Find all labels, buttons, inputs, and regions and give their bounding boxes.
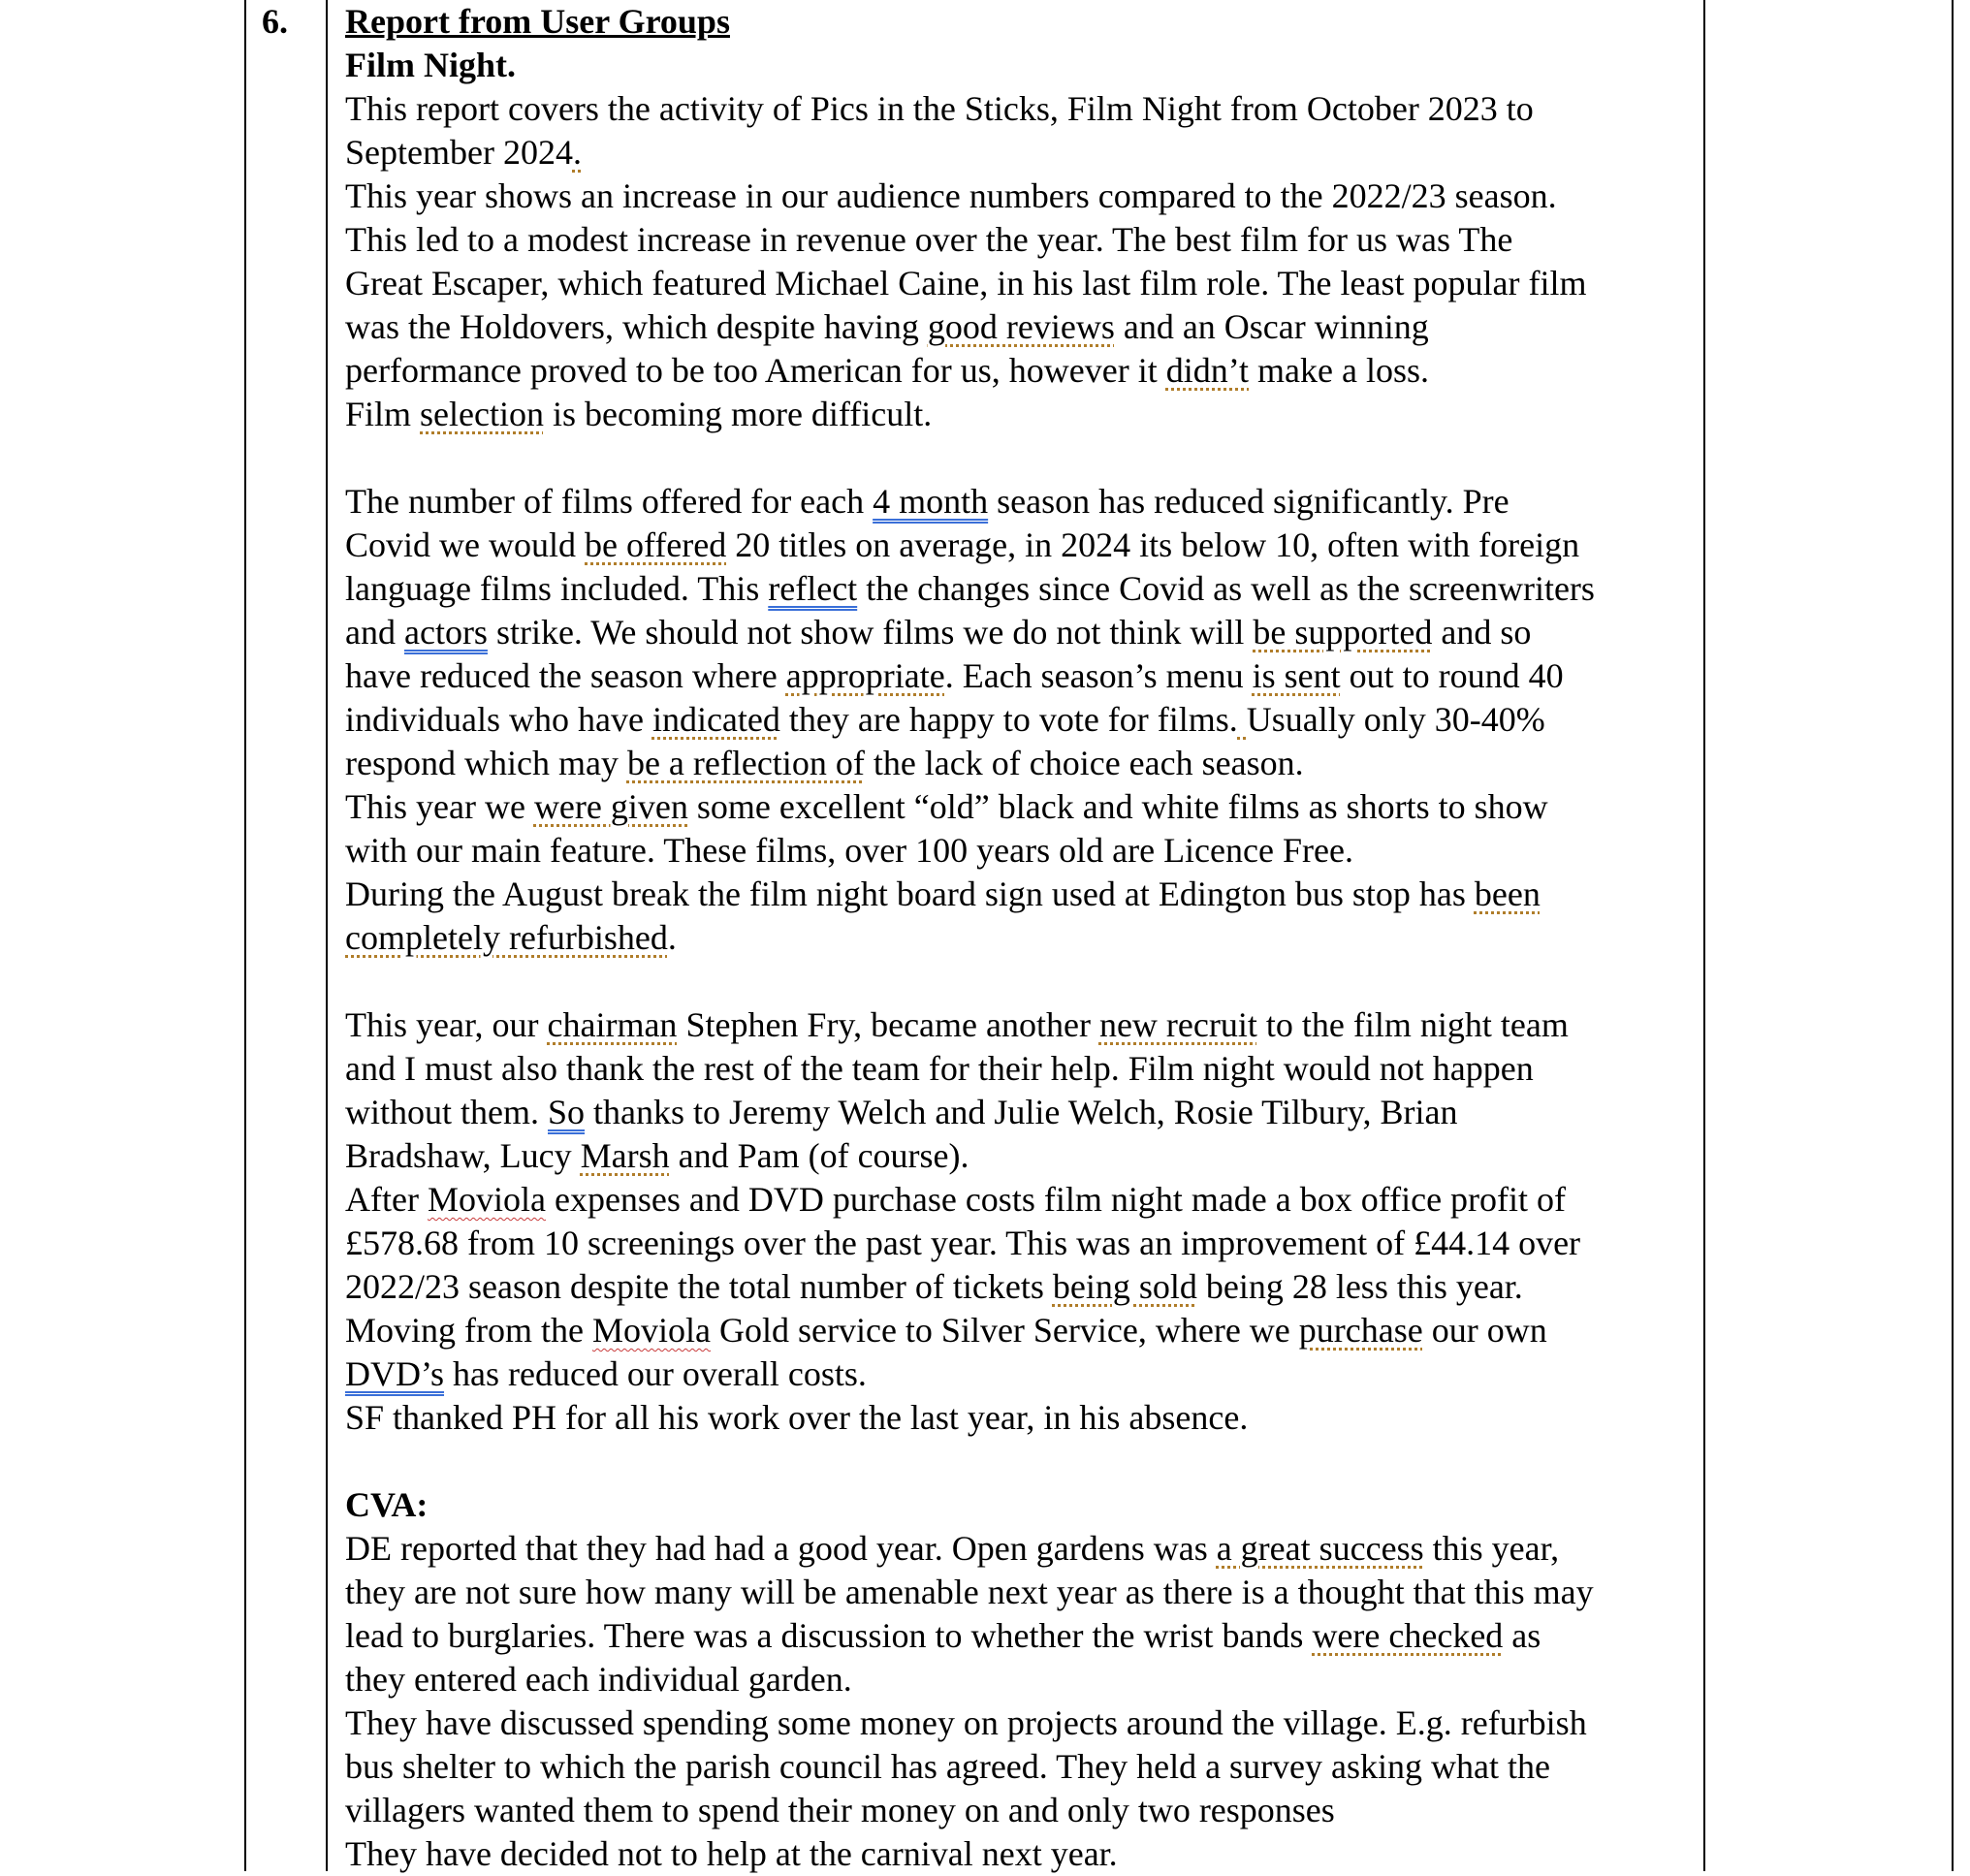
format-mark: 4 month xyxy=(873,482,989,521)
format-mark: actors xyxy=(403,613,488,652)
grammar-mark: chairman xyxy=(547,1005,678,1044)
grammar-mark: were given xyxy=(533,787,688,826)
section-heading: Report from User Groups xyxy=(345,2,730,41)
text-line: respond which may be a reflection of the lack of choice each season. xyxy=(345,744,1304,782)
paragraph-gap xyxy=(345,1440,1702,1483)
grammar-mark: be supported xyxy=(1253,613,1433,652)
table-border-right xyxy=(1703,0,1705,1871)
text-line: SF thanked PH for all his work over the last year, in his absence. xyxy=(345,1398,1249,1437)
text-line: September 2024. xyxy=(345,133,582,172)
grammar-mark: purchase xyxy=(1298,1311,1423,1350)
text-line: DE reported that they had had a good year. Open gardens was a great success this year, xyxy=(345,1529,1560,1568)
grammar-mark: . xyxy=(572,133,582,172)
spelling-mark: Moviola xyxy=(591,1311,711,1350)
text-line: they entered each individual garden. xyxy=(345,1660,852,1699)
film-night-report xyxy=(345,87,1702,1440)
grammar-mark: being sold xyxy=(1052,1267,1197,1306)
text-line: They have discussed spending some money on projects around the village. E.g. refurbish xyxy=(345,1703,1587,1742)
text-line: This led to a modest increase in revenue over the year. The best film for us was The xyxy=(345,220,1513,259)
text-line: This year, our chairman Stephen Fry, became another new recruit to the film night team xyxy=(345,1005,1569,1044)
grammar-mark: good reviews xyxy=(927,307,1115,346)
grammar-mark: didn’t xyxy=(1165,351,1250,390)
page-edge-line xyxy=(1952,0,1954,1871)
format-mark: reflect xyxy=(768,569,858,608)
grammar-mark: be offered xyxy=(585,525,727,564)
cva-report xyxy=(345,1483,1702,1876)
format-mark: DVD’s xyxy=(345,1354,445,1393)
grammar-mark xyxy=(1238,700,1247,739)
grammar-mark: completely refurbished xyxy=(345,918,668,957)
text-line: 2022/23 season despite the total number of tickets being sold being 28 less this year. xyxy=(345,1267,1523,1306)
format-mark: So xyxy=(548,1093,586,1131)
item-number: 6. xyxy=(262,2,288,41)
text-line: and actors strike. We should not show films we do not think will be supported and so xyxy=(345,613,1532,652)
text-line: lead to burglaries. There was a discussion to whether the wrist bands were checked as xyxy=(345,1616,1541,1655)
text-line: This year we were given some excellent “old” black and white films as shorts to show xyxy=(345,787,1548,826)
text-line: without them. So thanks to Jeremy Welch and Julie Welch, Rosie Tilbury, Brian xyxy=(345,1093,1458,1131)
text-line: £578.68 from 10 screenings over the past year. This was an improvement of £44.14 over xyxy=(345,1224,1581,1262)
text-line: Covid we would be offered 20 titles on average, in 2024 its below 10, often with foreign xyxy=(345,525,1580,564)
text-line: completely refurbished. xyxy=(345,918,677,957)
cva-title: CVA: xyxy=(345,1485,429,1524)
text-line: This report covers the activity of Pics in the Sticks, Film Night from October 2023 to xyxy=(345,89,1534,128)
table-border-left xyxy=(244,0,246,1871)
film-night-title: Film Night. xyxy=(345,46,516,84)
table-column-divider xyxy=(326,0,328,1871)
text-line: they are not sure how many will be amenable next year as there is a thought that this may xyxy=(345,1573,1594,1611)
text-line: Bradshaw, Lucy Marsh and Pam (of course). xyxy=(345,1136,969,1175)
grammar-mark: Marsh xyxy=(580,1136,670,1175)
grammar-mark: indicated xyxy=(651,700,780,739)
text-line: Moving from the Moviola Gold service to Silver Service, where we purchase our own xyxy=(345,1311,1547,1350)
paragraph-gap xyxy=(345,436,1702,480)
text-line: bus shelter to which the parish council has agreed. They held a survey asking what the xyxy=(345,1747,1550,1786)
text-line: After Moviola expenses and DVD purchase costs film night made a box office profit of xyxy=(345,1180,1567,1219)
text-line: The number of films offered for each 4 month season has reduced significantly. Pre xyxy=(345,482,1509,521)
grammar-mark: be a reflection of xyxy=(626,744,865,782)
grammar-mark: new recruit xyxy=(1098,1005,1257,1044)
text-line: and I must also thank the rest of the team for their help. Film night would not happen xyxy=(345,1049,1534,1088)
grammar-mark: a great success xyxy=(1216,1529,1424,1568)
text-line: was the Holdovers, which despite having good reviews and an Oscar winning xyxy=(345,307,1429,346)
grammar-mark: were checked xyxy=(1312,1616,1504,1655)
paragraph-gap xyxy=(345,960,1702,1003)
text-line: Film selection is becoming more difficult. xyxy=(345,395,933,433)
text-line: individuals who have indicated they are happy to vote for films. Usually only 30-40% xyxy=(345,700,1545,739)
text-line: villagers wanted them to spend their money on and only two responses xyxy=(345,1791,1335,1829)
text-line: have reduced the season where appropriate. Each season’s menu is sent out to round 40 xyxy=(345,656,1564,695)
grammar-mark: been xyxy=(1474,874,1541,913)
minutes-item-content xyxy=(345,0,1702,1876)
text-line: with our main feature. These films, over 100 years old are Licence Free. xyxy=(345,831,1353,870)
spelling-mark: Moviola xyxy=(427,1180,546,1219)
text-line: During the August break the film night board sign used at Edington bus stop has been xyxy=(345,874,1541,913)
text-line: They have decided not to help at the carnival next year. xyxy=(345,1834,1118,1873)
grammar-mark: appropriate xyxy=(785,656,945,695)
text-line: performance proved to be too American for us, however it didn’t make a loss. xyxy=(345,351,1430,390)
text-line: This year shows an increase in our audience numbers compared to the 2022/23 season. xyxy=(345,176,1557,215)
text-line: DVD’s has reduced our overall costs. xyxy=(345,1354,867,1393)
text-line: Great Escaper, which featured Michael Caine, in his last film role. The least popular film xyxy=(345,264,1587,302)
text-line: language films included. This reflect the changes since Covid as well as the screenwriters xyxy=(345,569,1595,608)
grammar-mark: is sent xyxy=(1252,656,1341,695)
grammar-mark: selection xyxy=(420,395,544,433)
